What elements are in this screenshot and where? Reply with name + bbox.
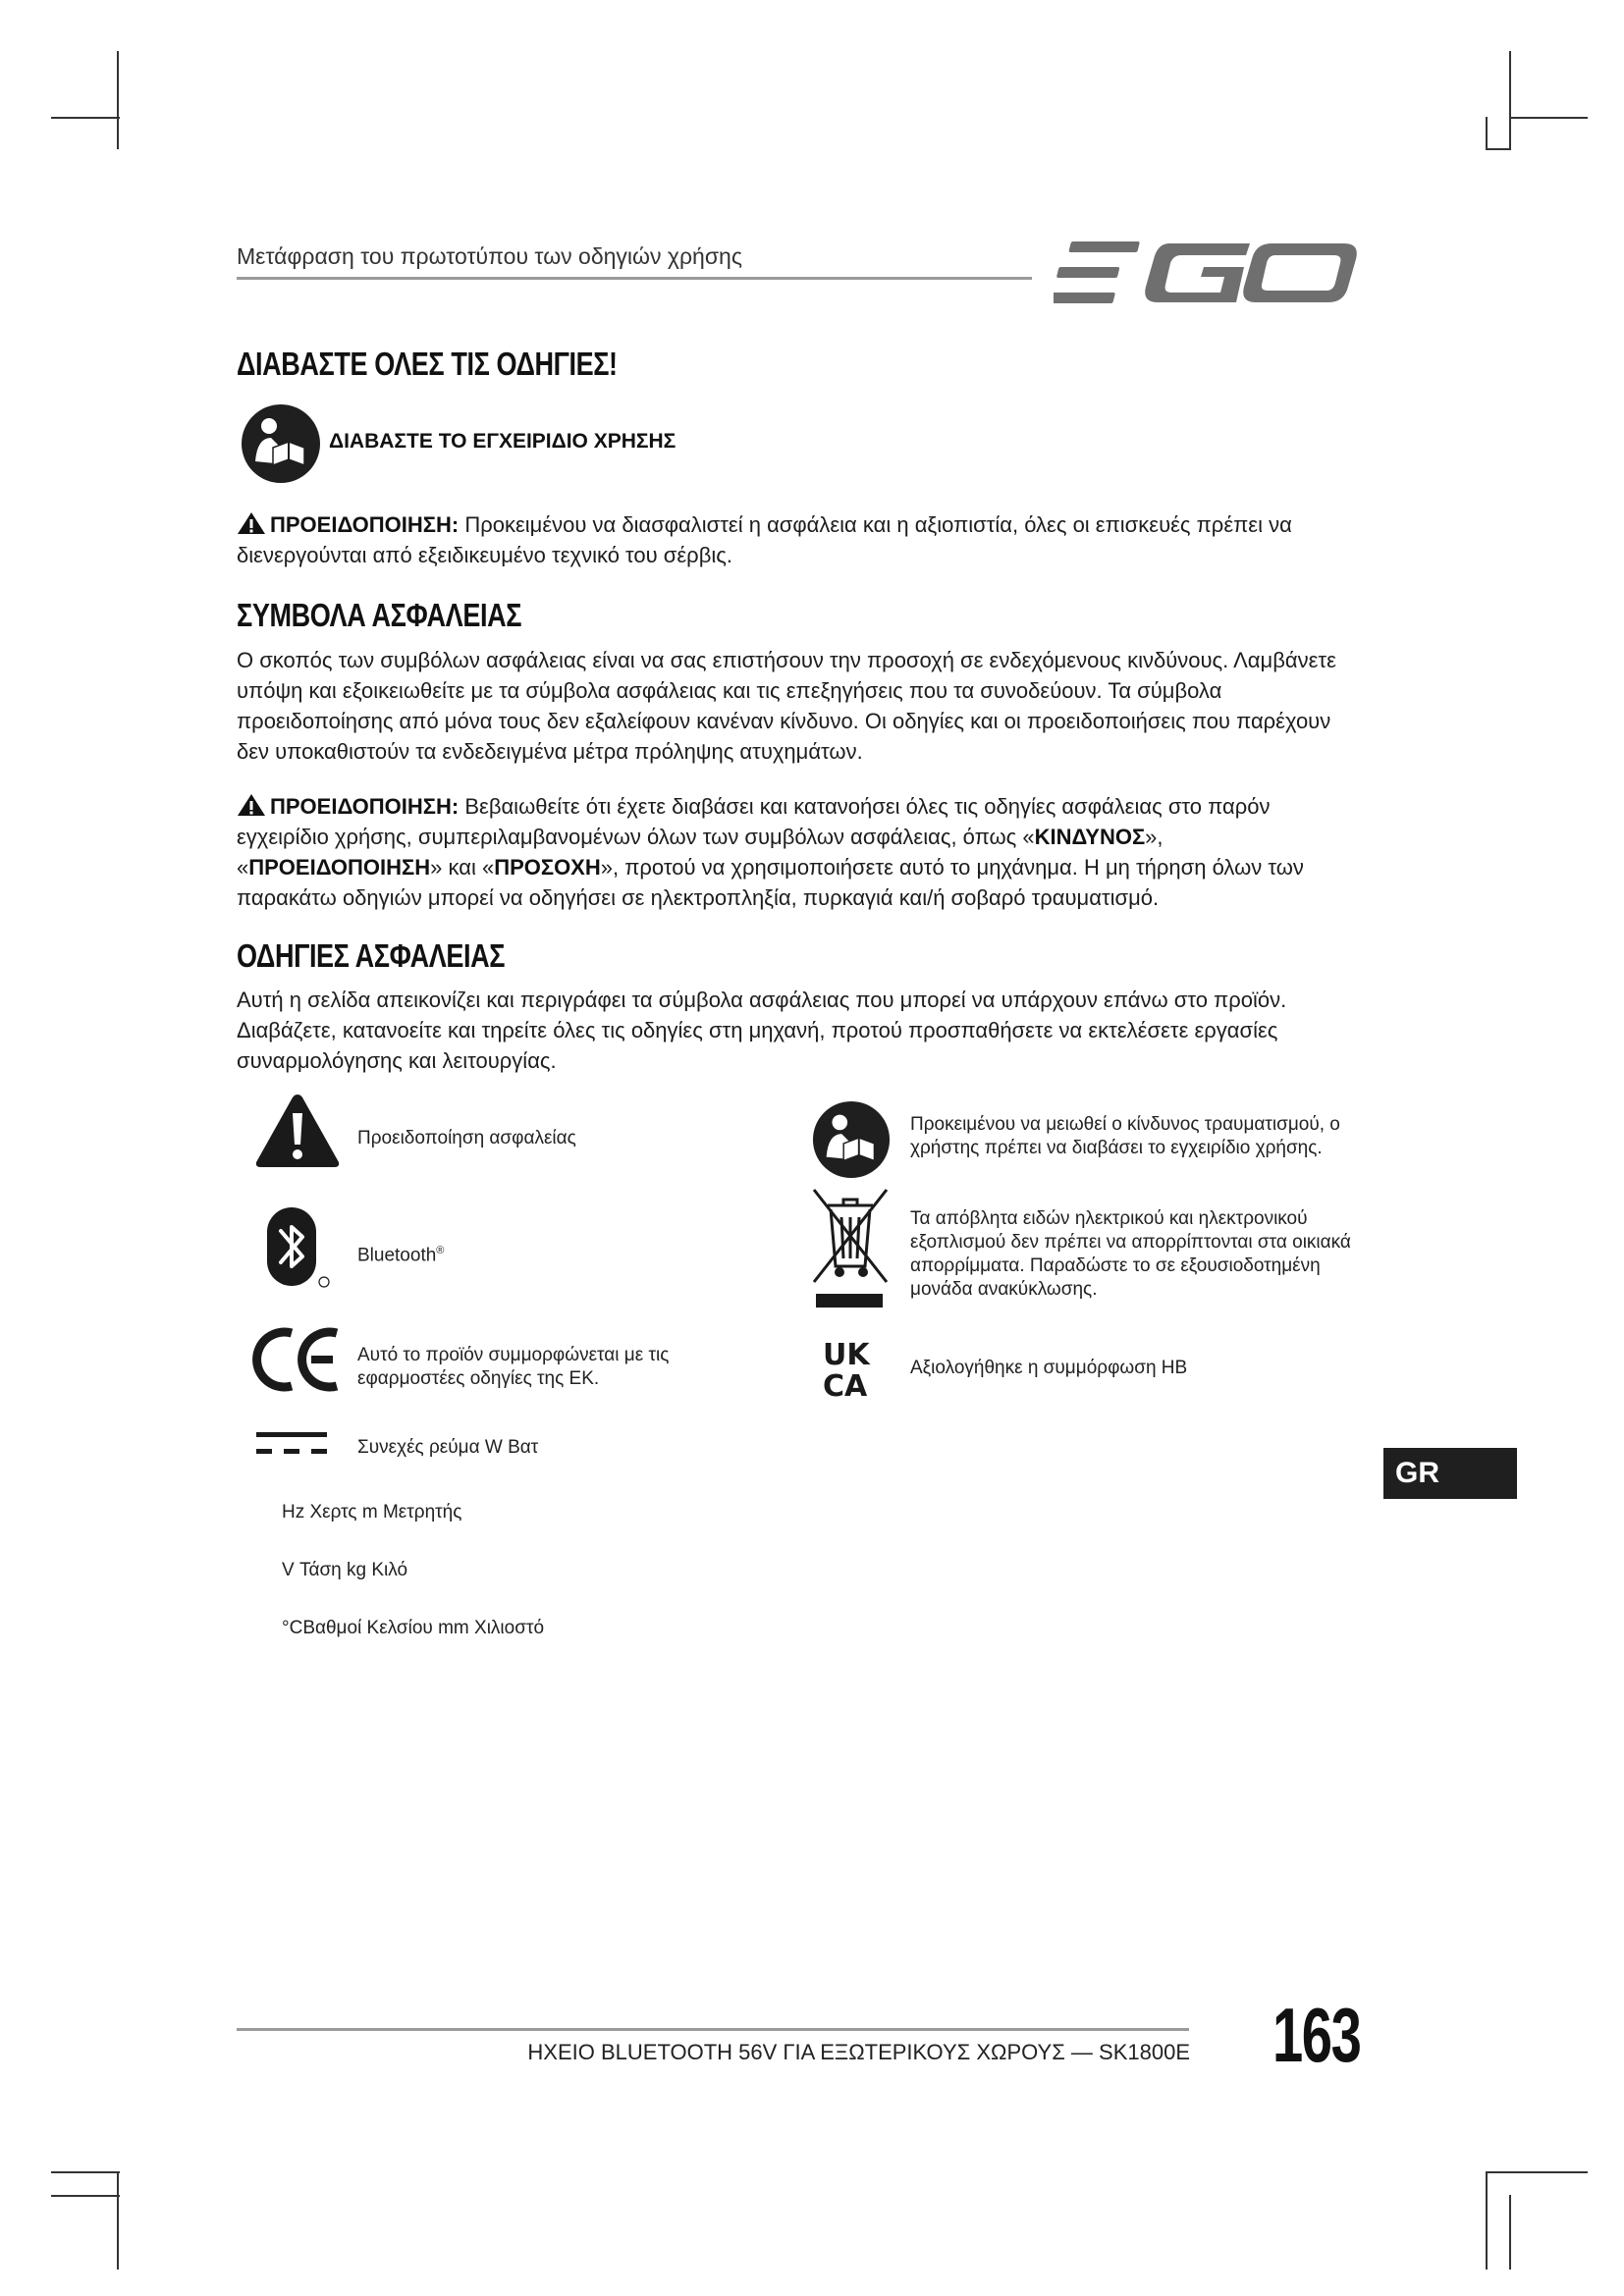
warning-paragraph-2 — [237, 791, 1366, 913]
weee-bin-icon — [808, 1186, 893, 1311]
warning-text: », προτού να χρησιμοποιήσετε αυτό το μηχάνημα. Η μη τήρηση όλων των παρακάτω οδηγιών μπορεί να οδηγήσει σε ηλεκτροπληξία, πυρκαγιά και/ή σοβαρό τραυματισμό. — [237, 855, 1304, 910]
bluetooth-icon — [261, 1205, 332, 1290]
warning-text: » και « — [430, 855, 495, 880]
ukca-mark-icon — [823, 1339, 878, 1400]
header-rule — [237, 277, 1032, 280]
warning-triangle-icon — [237, 793, 266, 817]
crop-mark — [1486, 2171, 1588, 2173]
header-title: Μετάφραση του πρωτοτύπου των οδηγιών χρήσης — [237, 243, 742, 269]
crop-mark — [51, 117, 120, 119]
units-line: °CΒαθμοί Κελσίου mm Χιλιοστό — [282, 1618, 545, 1638]
heading-read-all: ΔΙΑΒΑΣΤΕ ΟΛΕΣ ΤΙΣ ΟΔΗΓΙΕΣ! — [237, 346, 618, 382]
keyword-caution: ΠΡΟΣΟΧΗ — [494, 855, 601, 880]
warning-text: », « — [237, 825, 1164, 880]
symbol-label: Προκειμένου να μειωθεί ο κίνδυνος τραυματισμού, ο χρήστης πρέπει να διαβάσει το εγχειρίδιο χρήσης. — [910, 1114, 1340, 1158]
bluetooth-label: Bluetooth — [357, 1245, 437, 1266]
symbol-label: Αξιολογήθηκε η συμμόρφωση ΗΒ — [910, 1358, 1188, 1378]
symbol-label: Τα απόβλητα ειδών ηλεκτρικού και ηλεκτρονικού εξοπλισμού δεν πρέπει να απορρίπτονται στα οικιακά απορρίμματα. Παραδώστε το σε εξουσιοδοτημένη μονάδα ανακύκλωσης. — [910, 1208, 1351, 1300]
crop-mark — [1486, 148, 1511, 150]
warning-label: ΠΡΟΕΙΔΟΠΟΙΗΣΗ: — [270, 512, 460, 537]
warning-label: ΠΡΟΕΙΔΟΠΟΙΗΣΗ: — [270, 794, 460, 819]
read-manual-label: ΔΙΑΒΑΣΤΕ ΤΟ ΕΓΧΕΙΡΙΔΙΟ ΧΡΗΣΗΣ — [329, 430, 677, 453]
heading-safety-instructions: ΟΔΗΓΙΕΣ ΑΣΦΑΛΕΙΑΣ — [237, 937, 506, 974]
crop-mark — [1509, 51, 1511, 149]
language-tab: GR — [1383, 1448, 1517, 1499]
safety-alert-icon — [253, 1092, 342, 1170]
crop-mark — [51, 2171, 120, 2173]
crop-mark — [51, 2195, 120, 2197]
svg-text:UK: UK — [823, 1339, 870, 1372]
crop-mark — [117, 51, 119, 149]
footer-title: ΗΧΕΙΟ BLUETOOTH 56V ΓΙΑ ΕΞΩΤΕΡΙΚΟΥΣ ΧΩΡΟΥΣ — SK1800E — [527, 2040, 1190, 2064]
svg-text:CA: CA — [823, 1369, 868, 1400]
keyword-warning: ΠΡΟΕΙΔΟΠΟΙΗΣΗ — [248, 855, 431, 880]
registered-mark: ® — [436, 1245, 445, 1256]
read-manual-icon — [240, 402, 322, 485]
crop-mark — [1509, 2195, 1511, 2269]
symbol-label — [357, 1239, 444, 1267]
warning-text: Προκειμένου να διασφαλιστεί η ασφάλεια και η αξιοπιστία, όλες οι επισκευές πρέπει να διενεργούνται από εξειδικευμένο τεχνικό του σέρβις. — [237, 512, 1292, 567]
direct-current-icon — [254, 1429, 329, 1459]
crop-mark — [1486, 117, 1488, 150]
heading-safety-symbols: ΣΥΜΒΟΛΑ ΑΣΦΑΛΕΙΑΣ — [237, 597, 522, 633]
warning-paragraph-1 — [237, 509, 1366, 570]
units-line: V Τάση kg Κιλό — [282, 1560, 408, 1580]
crop-mark — [117, 2171, 119, 2269]
symbol-label: Συνεχές ρεύμα W Βατ — [357, 1437, 539, 1458]
symbol-label: Προειδοποίηση ασφαλείας — [357, 1128, 576, 1148]
safety-symbols-intro: Ο σκοπός των συμβόλων ασφάλειας είναι να σας επιστήσουν την προσοχή σε ενδεχόμενους κινδύνους. Λαμβάνετε υπόψη και εξοικειωθείτε με τα σύμβολα ασφάλειας και τις επεξηγήσεις που τα συνοδεύουν. Τα σύμβολα προειδοποίησης από μόνα τους δεν εξαλείφουν κανέναν κίνδυνο. Οι οδηγίες και οι προειδοποιήσεις που παρέχουν δεν υποκαθιστούν τα ενδεδειγμένα μέτρα πρόληψης ατυχημάτων. — [237, 648, 1336, 764]
units-line: Hz Χερτς m Μετρητής — [282, 1502, 462, 1522]
safety-instructions-intro: Αυτή η σελίδα απεικονίζει και περιγράφει τα σύμβολα ασφάλειας που μπορεί να υπάρχουν επάνω στο προϊόν. Διαβάζετε, κατανοείτε και τηρείτε όλες τις οδηγίες στη μηχανή, προτού προσπαθήσετε να εκτελέσετε εργασίες συναρμολόγησης και λειτουργίας. — [237, 988, 1287, 1073]
read-manual-icon — [811, 1099, 892, 1180]
ego-logo — [1054, 234, 1368, 312]
keyword-danger: ΚΙΝΔΥΝΟΣ — [1034, 825, 1146, 849]
symbol-label: Αυτό το προϊόν συμμορφώνεται με τις εφαρμοστέες οδηγίες της ΕΚ. — [357, 1345, 670, 1389]
footer-rule — [237, 2028, 1189, 2031]
ce-mark-icon — [252, 1327, 343, 1392]
crop-mark — [1486, 2171, 1488, 2269]
crop-mark — [1509, 117, 1588, 119]
warning-text: Βεβαιωθείτε ότι έχετε διαβάσει και κατανοήσει όλες τις οδηγίες ασφάλειας στο παρόν εγχειρίδιο χρήσης, συμπεριλαμβανομένων όλων των συμβόλων ασφάλειας, όπως « — [237, 794, 1271, 849]
page-number: 163 — [1272, 1992, 1361, 2078]
warning-triangle-icon — [237, 511, 266, 535]
